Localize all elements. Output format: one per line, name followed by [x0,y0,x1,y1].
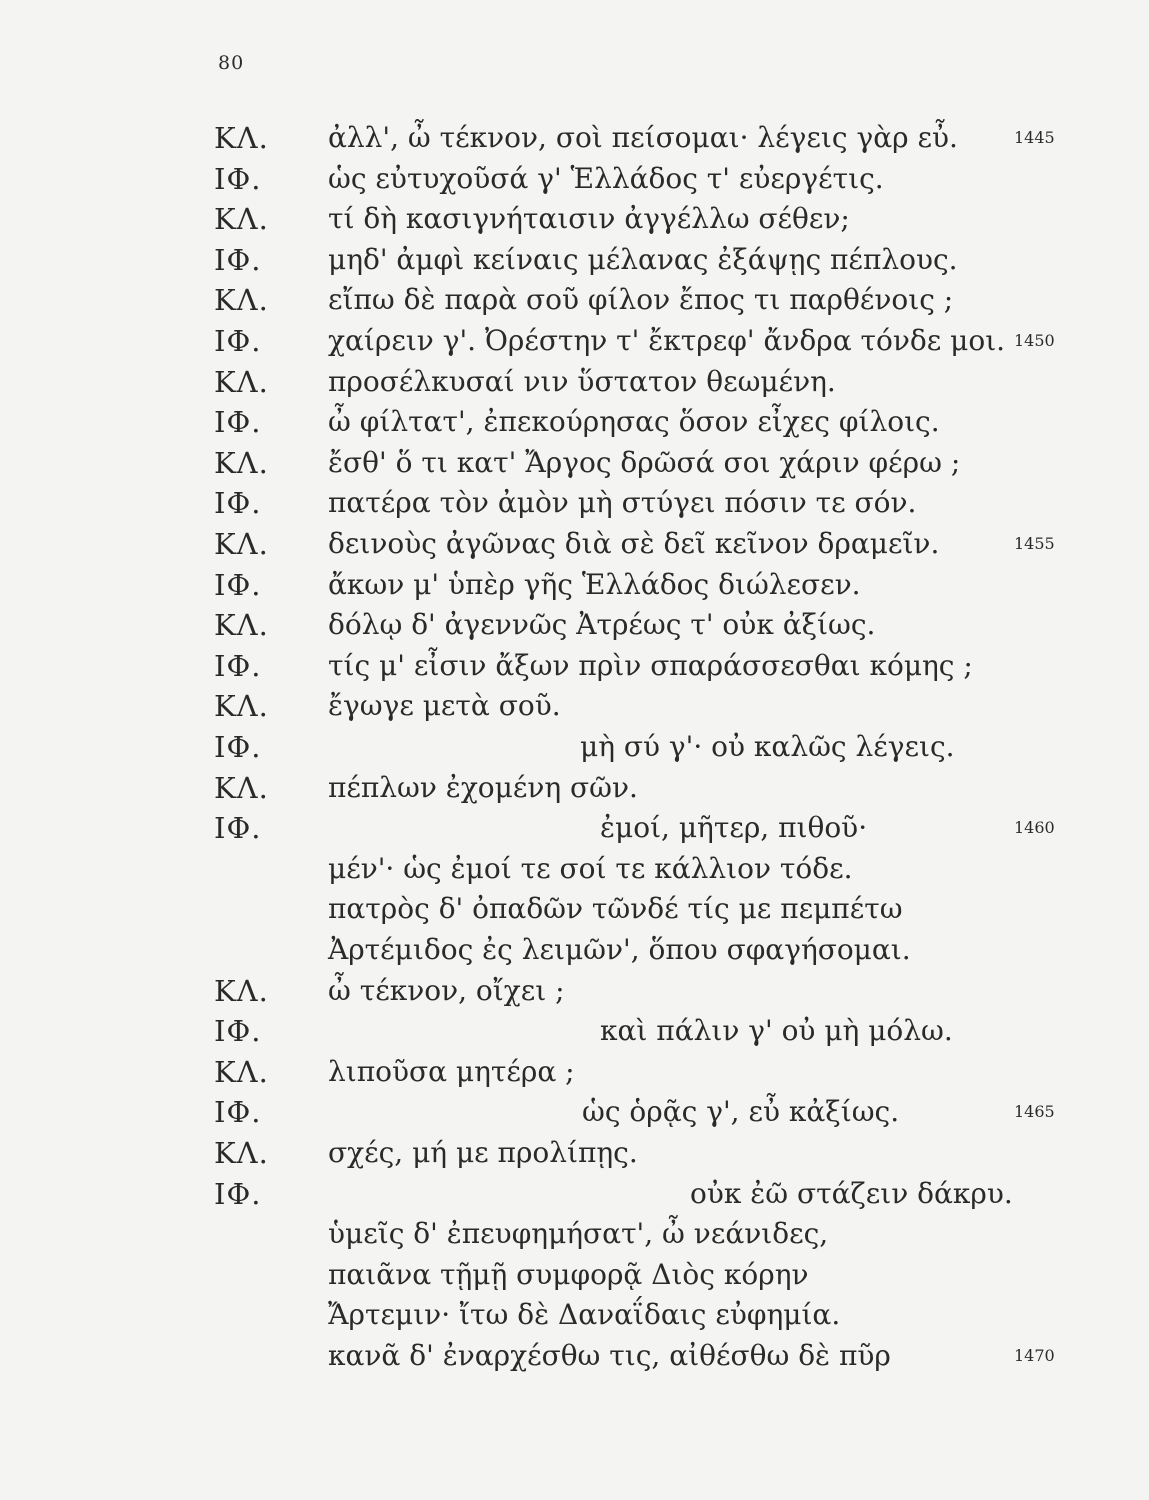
verse-text: ἔγωγε μετὰ σοῦ. [328,689,561,723]
speaker-label: ΙΦ. [214,730,262,764]
verse-text: τίς μ' εἶσιν ἄξων πρὶν σπαράσσεσθαι κόμης ; [328,648,973,682]
verse-line [0,524,1149,564]
speaker-label: ΚΛ. [214,283,269,318]
verse-line [0,808,1149,848]
verse-text: μηδ' ἀμφὶ κείναις μέλανας ἐξάψῃς πέπλους. [328,242,958,276]
speaker-label: ΚΛ. [214,364,269,399]
verse-text: πέπλων ἐχομένη σῶν. [328,770,638,804]
line-number: 1450 [1014,331,1055,350]
verse-line [0,1336,1149,1376]
line-number: 1460 [1014,818,1055,838]
speaker-label: ΚΛ. [214,689,269,724]
speaker-label: ΚΛ. [214,202,269,237]
verse-text: παιᾶνα τῇμῇ συμφορᾷ Διὸς κόρην [328,1257,809,1291]
verse-line [0,240,1149,280]
speaker-label: ΙΦ. [214,161,262,196]
verse-line [0,930,1149,970]
speaker-label: ΙΦ. [214,567,262,602]
speaker-label: ΚΛ. [214,608,269,643]
verse-line [0,565,1149,605]
verse-line [0,971,1149,1011]
verse-line [0,1214,1149,1254]
speaker-label: ΚΛ. [214,770,269,805]
speaker-label: ΙΦ. [214,486,262,521]
speaker-label: ΚΛ. [214,121,269,155]
verse-text: λιποῦσα μητέρα ; [328,1054,575,1088]
speaker-label: ΚΛ. [214,527,269,561]
speaker-label: ΙΦ. [214,1176,262,1211]
verse-text: ὑμεῖς δ' ἐπευφημήσατ', ὦ νεάνιδες, [328,1217,829,1251]
verse-text: σχές, μή με προλίπῃς. [328,1136,638,1169]
verse-text: δεινοὺς ἀγῶνας διὰ σὲ δεῖ κεῖνον δραμεῖν. [328,527,940,560]
verse-text: εἴπω δὲ παρὰ σοῦ φίλον ἔπος τι παρθένοις ; [328,283,954,317]
speaker-label: ΙΦ. [214,405,262,440]
line-number: 1470 [1014,1346,1055,1365]
verse-line [0,646,1149,686]
verse-line [0,1052,1149,1092]
verse-text: πατρὸς δ' ὀπαδῶν τῶνδέ τίς με πεμπέτω [328,892,903,926]
speaker-label: ΙΦ. [214,811,262,846]
speaker-label: ΚΛ. [214,1136,269,1170]
speaker-label: ΙΦ. [214,1095,262,1130]
speaker-label: ΙΦ. [214,242,262,277]
verse-text: ὦ τέκνον, οἴχει ; [328,973,565,1007]
verse-line [0,118,1149,158]
line-number: 1465 [1014,1102,1055,1122]
verse-line [0,1295,1149,1335]
speaker-label: ΚΛ. [214,445,269,480]
verse-text: ἄκων μ' ὑπὲρ γῆς Ἑλλάδος διώλεσεν. [328,567,861,601]
verse-text: ἀλλ', ὦ τέκνον, σοὶ πείσομαι· λέγεις γὰρ εὖ. [328,121,958,154]
verse-line [0,849,1149,889]
verse-line [0,443,1149,483]
verse-line [0,1133,1149,1173]
verse-text: ὡς εὐτυχοῦσά γ' Ἑλλάδος τ' εὐεργέτις. [328,161,884,195]
verse-line [0,889,1149,929]
verse-line [0,321,1149,361]
verse-line [0,1011,1149,1051]
verse-text: τί δὴ κασιγνήταισιν ἀγγέλλω σέθεν; [328,202,850,236]
verse-line [0,768,1149,808]
verse-line [0,280,1149,320]
verse-text: καὶ πάλιν γ' οὐ μὴ μόλω. [600,1014,953,1048]
verse-text: ὦ φίλτατ', ἐπεκούρησας ὅσον εἶχες φίλοις. [328,405,940,439]
verse-line [0,1255,1149,1295]
speaker-label: ΙΦ. [214,648,262,683]
verse-text: κανᾶ δ' ἐναρχέσθω τις, αἰθέσθω δὲ πῦρ [328,1339,891,1372]
verse-text: ἐμοί, μῆτερ, πιθοῦ· [600,811,868,845]
verse-line [0,159,1149,199]
speaker-label: ΚΛ. [214,1054,269,1089]
speaker-label: ΙΦ. [214,1014,262,1049]
verse-text: οὐκ ἐῶ στάζειν δάκρυ. [690,1176,1013,1210]
verse-text: προσέλκυσαί νιν ὕστατον θεωμένη. [328,364,836,398]
verse-text: πατέρα τὸν ἀμὸν μὴ στύγει πόσιν τε σόν. [328,486,917,520]
verse-line [0,1174,1149,1214]
speaker-label: ΙΦ. [214,324,262,358]
page-number: 80 [218,52,245,74]
verse-line [0,686,1149,726]
verse-text: ἔσθ' ὅ τι κατ' Ἄργος δρῶσά σοι χάριν φέρω ; [328,445,961,479]
verse-text: Ἄρτεμιν· ἴτω δὲ Δαναΐδαις εὐφημία. [328,1298,841,1332]
verse-line [0,402,1149,442]
verse-line [0,727,1149,767]
verse-text: Ἀρτέμιδος ἐς λειμῶν', ὅπου σφαγήσομαι. [328,933,911,966]
verse-line [0,362,1149,402]
speaker-label: ΚΛ. [214,973,269,1008]
verse-text: δόλῳ δ' ἀγεννῶς Ἀτρέως τ' οὐκ ἀξίως. [328,608,876,642]
verse-text: ὡς ὁρᾷς γ', εὖ κἀξίως. [582,1095,900,1129]
verse-line [0,199,1149,239]
verse-text: χαίρειν γ'. Ὀρέστην τ' ἔκτρεφ' ἄνδρα τόνδε μοι. [328,324,1006,357]
verse-line [0,605,1149,645]
line-number: 1445 [1014,128,1055,147]
verse-line [0,1092,1149,1132]
verse-text: μὴ σύ γ'· οὐ καλῶς λέγεις. [580,730,955,763]
line-number: 1455 [1014,534,1055,553]
verse-line [0,483,1149,523]
verse-text: μέν'· ὡς ἐμοί τε σοί τε κάλλιον τόδε. [328,851,853,885]
